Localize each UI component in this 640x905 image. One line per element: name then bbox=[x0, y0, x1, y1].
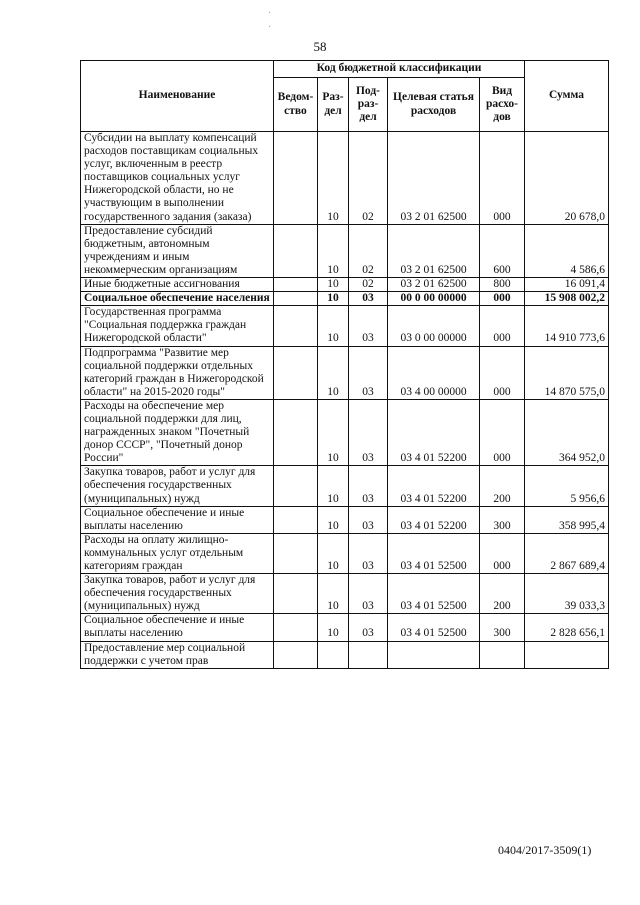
header-vr: Вид расхо-дов bbox=[480, 78, 525, 132]
row-csr-cell: 03 4 01 52200 bbox=[388, 399, 480, 465]
row-razdel-cell: 10 bbox=[318, 346, 349, 399]
table-row bbox=[81, 614, 609, 641]
row-vr-cell: 000 bbox=[480, 132, 525, 225]
table-row bbox=[81, 466, 609, 506]
row-podrazdel-cell: 03 bbox=[349, 466, 388, 506]
row-razdel-cell: 10 bbox=[318, 506, 349, 533]
row-vr-cell: 800 bbox=[480, 278, 525, 292]
row-vr-cell: 300 bbox=[480, 506, 525, 533]
row-razdel-cell: 10 bbox=[318, 306, 349, 346]
row-razdel-cell: 10 bbox=[318, 132, 349, 225]
row-razdel-cell: 10 bbox=[318, 399, 349, 465]
row-vedomstvo-cell bbox=[274, 278, 318, 292]
page-number: 58 bbox=[313, 39, 327, 54]
row-name-cell: Предоставление субсидий бюджетным, автономным учреждениям и иным некоммерческим организациям bbox=[81, 224, 274, 277]
row-podrazdel-cell: 02 bbox=[349, 224, 388, 277]
row-razdel-cell bbox=[318, 641, 349, 668]
row-razdel-cell: 10 bbox=[318, 614, 349, 641]
row-sum-cell: 2 867 689,4 bbox=[525, 533, 609, 573]
row-podrazdel-cell bbox=[349, 641, 388, 668]
header-sum: Сумма bbox=[525, 61, 609, 132]
header-code-group: Код бюджетной классификации bbox=[274, 61, 525, 78]
row-vedomstvo-cell bbox=[274, 399, 318, 465]
row-sum-cell: 20 678,0 bbox=[525, 132, 609, 225]
row-sum-cell: 364 952,0 bbox=[525, 399, 609, 465]
table-row bbox=[81, 574, 609, 614]
row-name-cell: Расходы на оплату жилищно-коммунальных услуг отдельным категориям граждан bbox=[81, 533, 274, 573]
header-razdel: Раз-дел bbox=[318, 78, 349, 132]
table-row bbox=[81, 224, 609, 277]
row-sum-cell: 14 870 575,0 bbox=[525, 346, 609, 399]
budget-table bbox=[80, 60, 609, 669]
row-vr-cell: 600 bbox=[480, 224, 525, 277]
table-row bbox=[81, 306, 609, 346]
row-name-cell: Социальное обеспечение и иные выплаты населению bbox=[81, 614, 274, 641]
table-row bbox=[81, 641, 609, 668]
row-sum-cell: 14 910 773,6 bbox=[525, 306, 609, 346]
row-vr-cell: 200 bbox=[480, 574, 525, 614]
row-vedomstvo-cell bbox=[274, 306, 318, 346]
row-csr-cell: 03 4 01 52200 bbox=[388, 506, 480, 533]
table-row bbox=[81, 292, 609, 306]
row-sum-cell bbox=[525, 641, 609, 668]
row-vr-cell: 000 bbox=[480, 533, 525, 573]
row-vedomstvo-cell bbox=[274, 132, 318, 225]
row-razdel-cell: 10 bbox=[318, 278, 349, 292]
row-vedomstvo-cell bbox=[274, 224, 318, 277]
row-csr-cell: 03 4 01 52500 bbox=[388, 533, 480, 573]
header-vedomstvo: Ведом-ство bbox=[274, 78, 318, 132]
row-sum-cell: 358 995,4 bbox=[525, 506, 609, 533]
document-code: 0404/2017-3509(1) bbox=[498, 843, 592, 857]
row-razdel-cell: 10 bbox=[318, 224, 349, 277]
row-csr-cell: 03 4 00 00000 bbox=[388, 346, 480, 399]
row-name-cell: Расходы на обеспечение мер социальной поддержки для лиц, награжденных знаком "Почетный донор СССР", "Почетный донор России" bbox=[81, 399, 274, 465]
row-podrazdel-cell: 03 bbox=[349, 533, 388, 573]
row-vedomstvo-cell bbox=[274, 533, 318, 573]
scan-mark: · bbox=[268, 8, 272, 19]
row-csr-cell: 03 0 00 00000 bbox=[388, 306, 480, 346]
row-sum-cell: 2 828 656,1 bbox=[525, 614, 609, 641]
row-vr-cell bbox=[480, 641, 525, 668]
row-sum-cell: 5 956,6 bbox=[525, 466, 609, 506]
table-row bbox=[81, 346, 609, 399]
row-csr-cell: 03 2 01 62500 bbox=[388, 132, 480, 225]
row-vedomstvo-cell bbox=[274, 506, 318, 533]
row-podrazdel-cell: 03 bbox=[349, 399, 388, 465]
row-vr-cell: 000 bbox=[480, 292, 525, 306]
table-row bbox=[81, 278, 609, 292]
header-csr: Целевая статья расходов bbox=[388, 78, 480, 132]
table-body bbox=[81, 132, 609, 669]
row-sum-cell: 4 586,6 bbox=[525, 224, 609, 277]
row-razdel-cell: 10 bbox=[318, 466, 349, 506]
row-podrazdel-cell: 03 bbox=[349, 574, 388, 614]
row-vr-cell: 200 bbox=[480, 466, 525, 506]
row-podrazdel-cell: 02 bbox=[349, 278, 388, 292]
row-vr-cell: 000 bbox=[480, 399, 525, 465]
row-sum-cell: 39 033,3 bbox=[525, 574, 609, 614]
row-podrazdel-cell: 02 bbox=[349, 132, 388, 225]
row-csr-cell: 00 0 00 00000 bbox=[388, 292, 480, 306]
row-csr-cell: 03 4 01 52200 bbox=[388, 466, 480, 506]
row-podrazdel-cell: 03 bbox=[349, 346, 388, 399]
row-vedomstvo-cell bbox=[274, 614, 318, 641]
row-name-cell: Государственная программа "Социальная поддержка граждан Нижегородской области" bbox=[81, 306, 274, 346]
row-vr-cell: 000 bbox=[480, 306, 525, 346]
row-vedomstvo-cell bbox=[274, 574, 318, 614]
row-vedomstvo-cell bbox=[274, 292, 318, 306]
row-sum-cell: 16 091,4 bbox=[525, 278, 609, 292]
row-name-cell: Субсидии на выплату компенсаций расходов поставщикам социальных услуг, включенным в реестр поставщиков социальных услуг Нижегородской области, но не участвующим в выполнении государственного задания (заказа) bbox=[81, 132, 274, 225]
row-vr-cell: 000 bbox=[480, 346, 525, 399]
table-row bbox=[81, 533, 609, 573]
row-name-cell: Социальное обеспечение и иные выплаты населению bbox=[81, 506, 274, 533]
row-csr-cell: 03 4 01 52500 bbox=[388, 614, 480, 641]
row-name-cell: Закупка товаров, работ и услуг для обеспечения государственных (муниципальных) нужд bbox=[81, 466, 274, 506]
row-vedomstvo-cell bbox=[274, 641, 318, 668]
row-name-cell: Социальное обеспечение населения bbox=[81, 292, 274, 306]
row-csr-cell: 03 4 01 52500 bbox=[388, 574, 480, 614]
header-podrazdel: Под-раз-дел bbox=[349, 78, 388, 132]
table-row bbox=[81, 399, 609, 465]
row-vedomstvo-cell bbox=[274, 466, 318, 506]
row-vedomstvo-cell bbox=[274, 346, 318, 399]
row-name-cell: Иные бюджетные ассигнования bbox=[81, 278, 274, 292]
row-podrazdel-cell: 03 bbox=[349, 292, 388, 306]
table-row bbox=[81, 132, 609, 225]
header-name: Наименование bbox=[81, 61, 274, 132]
scan-mark: · bbox=[268, 22, 272, 33]
row-podrazdel-cell: 03 bbox=[349, 506, 388, 533]
row-vr-cell: 300 bbox=[480, 614, 525, 641]
row-csr-cell bbox=[388, 641, 480, 668]
row-razdel-cell: 10 bbox=[318, 292, 349, 306]
row-csr-cell: 03 2 01 62500 bbox=[388, 278, 480, 292]
row-csr-cell: 03 2 01 62500 bbox=[388, 224, 480, 277]
row-name-cell: Подпрограмма "Развитие мер социальной поддержки отдельных категорий граждан в Нижегородской области" на 2015-2020 годы" bbox=[81, 346, 274, 399]
row-name-cell: Закупка товаров, работ и услуг для обеспечения государственных (муниципальных) нужд bbox=[81, 574, 274, 614]
row-podrazdel-cell: 03 bbox=[349, 614, 388, 641]
row-razdel-cell: 10 bbox=[318, 574, 349, 614]
row-podrazdel-cell: 03 bbox=[349, 306, 388, 346]
table-row bbox=[81, 506, 609, 533]
row-razdel-cell: 10 bbox=[318, 533, 349, 573]
row-name-cell: Предоставление мер социальной поддержки с учетом прав bbox=[81, 641, 274, 668]
row-sum-cell: 15 908 002,2 bbox=[525, 292, 609, 306]
